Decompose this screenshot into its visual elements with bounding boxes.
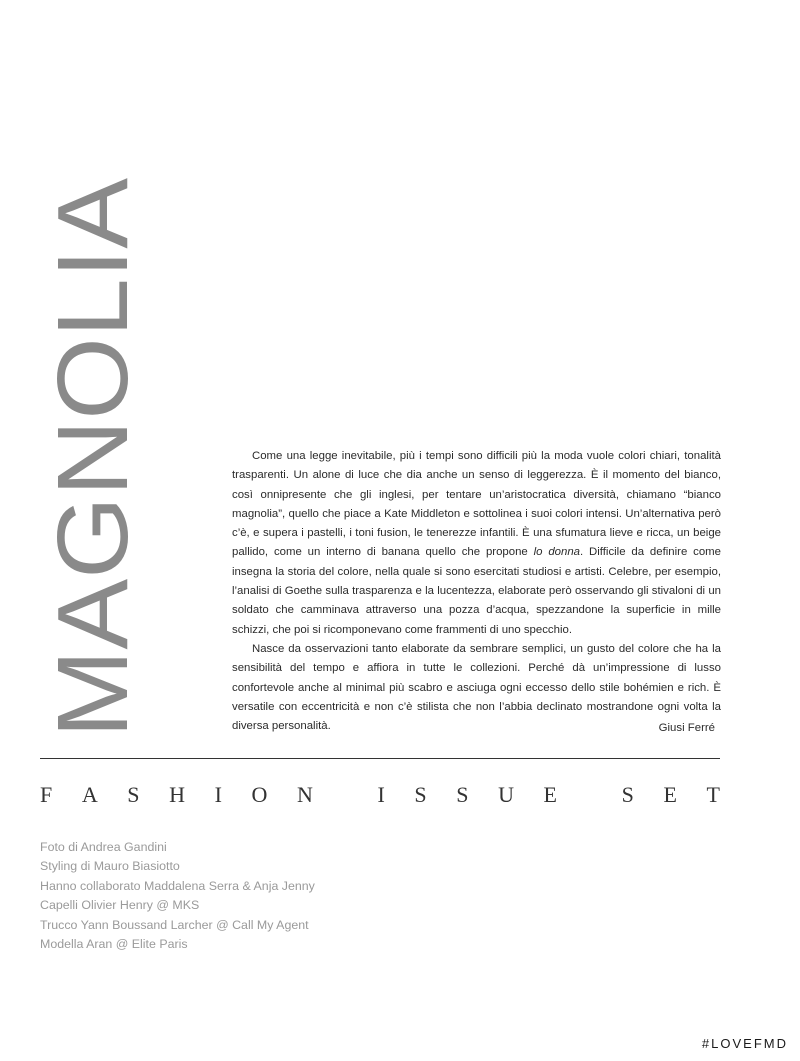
section-letter: E: [663, 782, 677, 807]
section-letter: F: [40, 782, 53, 807]
title-text: MAGNOLIA: [37, 210, 149, 738]
author-signature: Giusi Ferré: [658, 722, 715, 734]
credit-line: Capelli Olivier Henry @ MKS: [40, 898, 200, 913]
credit-line: Hanno collaborato Maddalena Serra & Anja Jenny: [40, 878, 315, 893]
section-letter: O: [251, 782, 268, 807]
section-letter: U: [498, 782, 514, 807]
paragraph-1: [232, 447, 721, 640]
section-letter: S: [127, 782, 140, 807]
section-heading: [40, 780, 720, 810]
section-gap: [587, 782, 593, 808]
section-letter: T: [706, 782, 720, 807]
section-letter: S: [621, 782, 634, 807]
section-letter: S: [456, 782, 469, 807]
magazine-name-italic: lo donna: [533, 546, 581, 559]
paragraph-1-part-1: Come una legge inevitabile, più i tempi sono difficili più la moda vuole colori chiari, tonalità trasparenti. Un alone di luce che dia anche un senso di leggerezza. È il momento del bianco, così onnipresente che gli inglesi, per tentare un’aristocratica diversità, chiamano “bianco magnolia”, quello che piace a Kate Middleton e sottolinea i suoi colori intensi. Un’alternativa però c’è, e supera i pastelli, i toni fusion, le tenerezze infantili. È una sfumatura lieve e ricca, un beige pallido, come un interno di banana quello che propone: [232, 450, 721, 559]
credit-line: Foto di Andrea Gandini: [40, 840, 167, 854]
section-letter: I: [214, 782, 222, 807]
credit-line: Styling di Mauro Biasiotto: [40, 859, 180, 874]
section-letter: N: [296, 782, 313, 807]
section-gap: [342, 782, 348, 808]
section-letter: A: [81, 782, 98, 807]
article-body: [232, 447, 721, 736]
paragraph-1-part-2: . Difficile da definire come insegna la storia del colore, nella quale si sono esercitati studiosi e artisti. Celebre, per esempio, l’analisi di Goethe sulla trasparenza e la lucentezza, elaborate però osservando gli stivaloni di un soldato che camminava attraverso una pozza d’acqua, spezzandone la superficie in mille schizzi, che poi si ricomponevano come frammenti di uno specchio.: [232, 546, 721, 636]
vertical-title: [35, 176, 149, 740]
section-letter: H: [169, 782, 186, 807]
divider-line: [40, 758, 720, 759]
credit-line: Trucco Yann Boussand Larcher @ Call My Agent: [40, 917, 309, 932]
credits-list: [40, 838, 315, 954]
section-letter: S: [414, 782, 427, 807]
paragraph-2: Nasce da osservazioni tanto elaborate da sembrare semplici, un gusto del colore che ha la sensibilità del tempo e affiora in tutte le collezioni. Perché dà un’impressione di lusso confortevole anche al minimal più scabro e asciuga ogni eccesso dello stile bohémien e rich. È versatile con eccentricità e non c’è stilista che non l’abbia declinato mostrandone ogni volta la diversa personalità.: [232, 642, 721, 733]
watermark: #LOVEFMD: [701, 1036, 788, 1051]
section-letter: I: [377, 782, 385, 807]
credit-line: Modella Aran @ Elite Paris: [40, 937, 188, 952]
section-letter: E: [543, 782, 557, 807]
